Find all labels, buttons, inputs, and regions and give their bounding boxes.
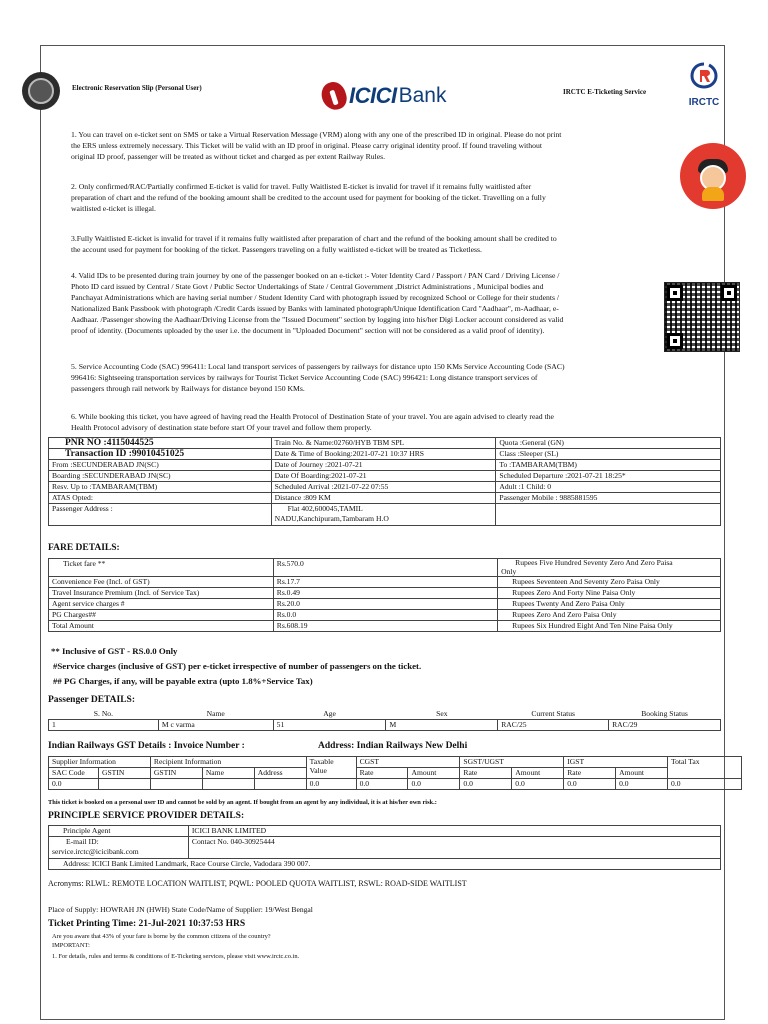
fare-row: Agent service charges # Rs.20.0 Rupees Twenty And Zero Paisa Only — [49, 599, 721, 610]
instruction-2: 2. Only confirmed/RAC/Partially confirmed E-ticket is valid for travel. Fully Waitlisted E-ticket is invalid for travel if it remains fully waitlisted after preparation of chart and the refund of the booking amount shall be credited to the account used for payment for booking of the ticket. Travelling on a fully waitlisted e-ticket is illegal. — [71, 182, 546, 213]
gst-note: ** Inclusive of GST - RS.0.0 Only — [51, 646, 178, 656]
provider-heading: PRINCIPLE SERVICE PROVIDER DETAILS: — [48, 811, 245, 821]
fare-row: PG Charges## Rs.0.0 Rupees Zero And Zero Paisa Only — [49, 610, 721, 621]
place-of-supply: Place of Supply: HOWRAH JN (HWH) State Code/Name of Supplier: 19/West Bengal — [48, 905, 313, 914]
passenger-row: 1 M c varma 51 M RAC/25 RAC/29 — [49, 720, 721, 731]
instruction-4: 4. Valid IDs to be presented during train journey by one of the passenger booked on an e-ticket :- Voter Identity Card / Passport / PAN Card / Driving License / Photo ID card issued by Central / State Govt / Public Sector Undertakings of State / Central Government ,District Administrations , Municipal bodies and Panchayat Administrations which are having serial number / Student Identity Card with photograph issued by recognized School or College for their students / Nationalized Bank Passbook with photograph /Credit Cards issued by Banks with laminated photograph/Unique Identification Card "Aadhaar", m-Aadhaar, e- Aadhaar. /Passenger showing the Aadhaar/Driving License from the "Issued Document" section by logging into his/her Digi Locker account considered as valid proof of identity. (Documents uploaded by the user i.e. the document in "Uploaded Document" section will not be considered as a valid proof of identity). — [71, 271, 564, 335]
provider-email: service.irctc@icicibank.com — [52, 847, 139, 856]
ers-title: Electronic Reservation Slip (Personal User) — [72, 84, 202, 92]
provider-table: Principle Agent ICICI BANK LIMITED E-mail ID: service.irctc@icicibank.com Contact No. 040-30925444 Address: ICICI Bank Limited Landmark, Race Course Circle, Vadodara 390 007. — [48, 825, 721, 870]
fare-table — [48, 558, 721, 632]
fare-row: Ticket fare ** Rs.570.0 Rupees Five Hundred Seventy Zero And Zero Paisa Only — [49, 559, 721, 577]
beti-bachao-logo-icon — [680, 143, 746, 209]
icici-bank-logo: ICICI Bank — [322, 80, 447, 112]
ticket-printing-time: Ticket Printing Time: 21-Jul-2021 10:37:53 HRS — [48, 919, 246, 929]
passenger-mobile: Passenger Mobile : 9885881595 — [496, 493, 721, 504]
gst-details-heading: Indian Railways GST Details : Invoice Number : — [48, 741, 245, 751]
fare-details-heading: FARE DETAILS: — [48, 543, 120, 553]
provider-contact: Contact No. 040-30925444 — [188, 837, 720, 859]
irctc-service-title: IRCTC E-Ticketing Service — [563, 88, 647, 96]
instruction-5: 5. Service Accounting Code (SAC) 996411: Local land transport services of passengers by railways for distance upto 150 KMs Service Accounting Code (SAC) 996416: Sightseeing transportation services by railways for Tourist Ticket Service Accounting Code (SAC) 996421: Long distance transport services of passengers through rail network by Railways for distance beyond 150 KMs. — [71, 362, 565, 393]
pg-charge-note: ## PG Charges, if any, will be payable extra (upto 1.8%+Service Tax) — [53, 676, 313, 686]
irctc-logo: IRCTC — [682, 62, 726, 108]
indian-railways-logo-icon — [22, 72, 60, 110]
personal-id-disclaimer: This ticket is booked on a personal user ID and cannot be sold by an agent. If bought from an agent by any individual, it is at his/her own risk.: — [48, 799, 437, 806]
terms-link-text: 1. For details, rules and terms & conditions of E-Ticketing services, please visit www.irctc.co.in. — [52, 953, 300, 960]
icici-logo-icon — [318, 79, 349, 113]
instruction-1: 1. You can travel on e-ticket sent on SMS or take a Virtual Reservation Message (VRM) along with any one of the prescribed ID in original. Please do not print the ERS unless extremely necessary. This Ticket will be valid with an ID proof in original. Please carry original identity proof. If found traveling without original ID proof, passenger will be treated as without ticket and charged as per extent Railway Rules. — [71, 130, 562, 161]
passenger-details-heading: Passenger DETAILS: — [48, 695, 136, 705]
qr-code-icon — [664, 282, 740, 352]
gst-address: Address: Indian Railways New Delhi — [318, 741, 468, 751]
passenger-table: S. No. Name Age Sex Current Status Booking Status 1 M c varma 51 M RAC/25 RAC/29 — [48, 709, 721, 731]
acronyms: Acronyms: RLWL: REMOTE LOCATION WAITLIST, PQWL: POOLED QUOTA WAITLIST, RSWL: ROAD-SIDE WAITLIST — [48, 879, 467, 888]
fare-subsidy-note: Are you aware that 43% of your fare is borne by the common citizens of the country? — [52, 933, 271, 940]
instruction-6: 6. While booking this ticket, you have agreed of having read the Health Protocol of Destination State of your travel. You are again advised to clearly read the Health Protocol advisory of destination state before start Of your travel and follow them properly. — [71, 412, 554, 432]
journey-table: PNR NO :4115044525 Train No. & Name:02760/HYB TBM SPL Quota :General (GN) Transaction ID :99010451025 Date & Time of Booking:2021-07-21 10:37 HRS Class :Sleeper (SL) From :SECUNDERABAD JN(SC) Date of Journey :2021-07-21 To :TAMBARAM(TBM) Boarding :SECUNDERABAD JN(SC) Date Of Boarding:2021-07-21 Scheduled Departure :2021-07-21 18:25* Resv. Up to :TAMBARAM(TBM) Scheduled Arrival :2021-07-22 07:55 Adult :1 Child: 0 ATAS Opted: Distance :809 KM Passenger Mobile : 9885881595 Passenger Address : Flat 402,600045,TAMIL NADU,Kanchipuram,Tambaram H.O — [48, 437, 721, 526]
irctc-logo-icon — [689, 62, 719, 90]
important-label: IMPORTANT: — [52, 942, 90, 949]
service-charge-note: #Service charges (inclusive of GST) per e-ticket irrespective of number of passengers on the ticket. — [53, 661, 422, 671]
fare-row-total: Total Amount Rs.608.19 Rupees Six Hundred Eight And Ten Nine Paisa Only — [49, 621, 721, 632]
transaction-id: Transaction ID :99010451025 — [49, 449, 272, 460]
gst-table: Supplier Information Recipient Information Taxable Value CGST SGST/UGST IGST Total Tax SAC Code GSTIN GSTIN Name Address Rate Amount Rate Amount Rate Amount 0.0 0.0 0.0 0.0 0.0 0.0 0.0 0.0 0.0 — [48, 756, 742, 790]
gst-values-row: 0.0 0.0 0.0 0.0 0.0 0.0 0.0 0.0 0.0 — [49, 779, 742, 790]
instruction-3: 3.Fully Waitlisted E-ticket is invalid for travel if it remains fully waitlisted after preparation of chart and the refund of the booking amount shall be credited to the account used for payment for booking of the ticket. Passengers traveling on a fully waitlisted e-ticket will be treated as Ticketless. — [71, 234, 557, 254]
passenger-address: Flat 402,600045,TAMIL NADU,Kanchipuram,Tambaram H.O — [271, 504, 496, 526]
pnr-number: PNR NO :4115044525 — [49, 438, 272, 449]
fare-row: Travel Insurance Premium (Incl. of Service Tax) Rs.0.49 Rupees Zero And Forty Nine Paisa Only — [49, 588, 721, 599]
fare-row: Convenience Fee (Incl. of GST) Rs.17.7 Rupees Seventeen And Seventy Zero Paisa Only — [49, 577, 721, 588]
principal-agent: ICICI BANK LIMITED — [188, 826, 720, 837]
